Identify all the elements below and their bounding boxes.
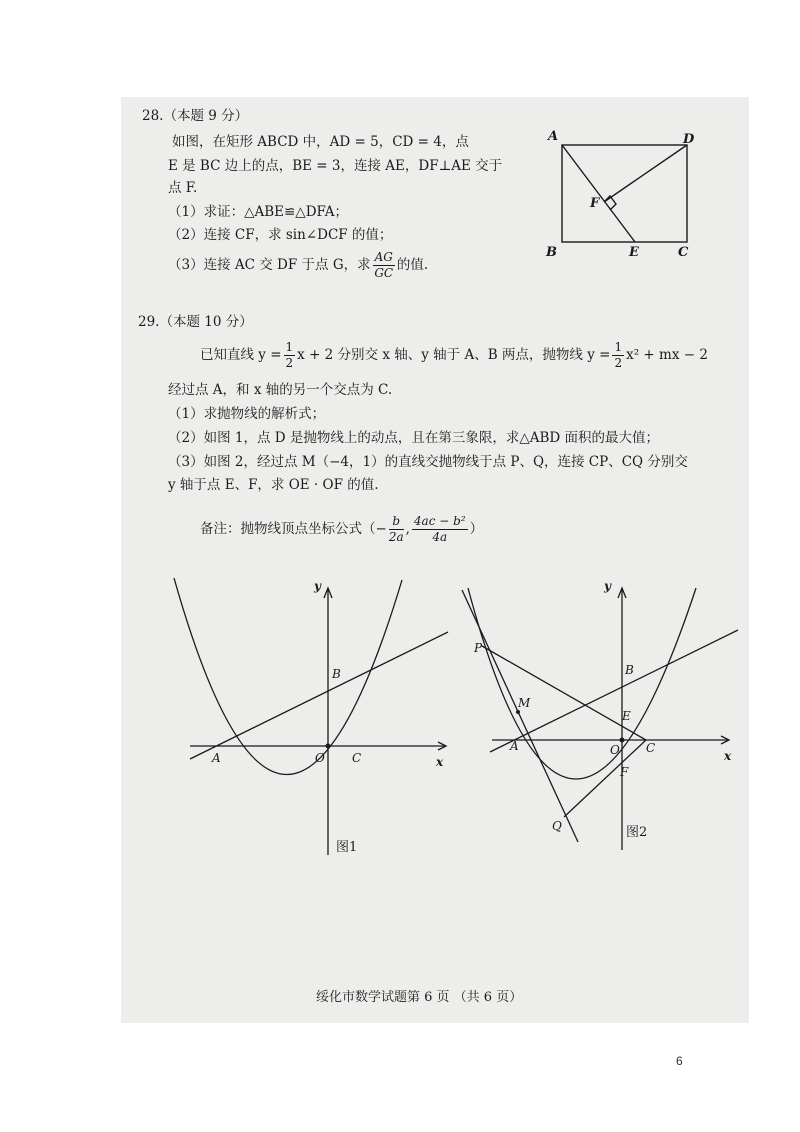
figure-2-caption: 图2 [626, 825, 648, 840]
fig1-label-y: y [314, 579, 321, 593]
segment-df [604, 145, 687, 202]
q28-fraction-ag-gc: $\frac{AG}{GC}$ [374, 250, 394, 280]
point-m [516, 710, 520, 714]
origin-point [326, 744, 331, 749]
fig2-label-c: C [646, 741, 656, 755]
fig2-label-e: E [622, 709, 631, 723]
label-d: D [683, 132, 695, 147]
label-a: A [548, 129, 559, 144]
label-e: E [629, 245, 639, 260]
parabola [174, 578, 402, 775]
exam-footer: 绥化市数学试题第 6 页 （共 6 页） [316, 990, 523, 1005]
fig2-label-f: F [620, 765, 629, 779]
q28-number: 28. [142, 108, 164, 124]
fig1-label-b: B [332, 667, 341, 681]
fig2-label-y: y [604, 579, 611, 593]
line-ab [190, 632, 448, 759]
q28-part1: （1）求证：△ABE≌△DFA； [168, 204, 348, 220]
q29-stem-line2: 经过点 A，和 x 轴的另一个交点为 C. [168, 382, 393, 398]
label-b: B [546, 245, 557, 260]
q29-part3-line1: （3）如图 2，经过点 M（−4，1）的直线交抛物线于点 P、Q，连接 CP、CQ 分别交 [168, 454, 688, 470]
label-c: C [678, 245, 689, 260]
q29-part1: （1）求抛物线的解析式； [168, 406, 326, 422]
origin-point [620, 738, 625, 743]
q29-part3-line2: y 轴于点 E、F，求 OE · OF 的值. [168, 477, 379, 493]
segment-ae [562, 145, 635, 242]
fig2-label-m: M [518, 696, 531, 710]
q28-part3: （3）连接 AC 交 DF 于点 G，求 $\frac{AG}{GC}$ 的值. [168, 250, 429, 280]
fig2-label-b: B [625, 663, 634, 677]
fig2-label-x: x [724, 749, 732, 763]
page-number: 6 [676, 1054, 683, 1068]
fig1-label-x: x [436, 755, 444, 769]
q29-note: 备注：抛物线顶点坐标公式（− $\frac{b}{2a}$ , $\frac{\text{4ac − b²}}{4a}$ ） [200, 514, 484, 544]
fig2-label-p: P [474, 641, 483, 655]
q28-header [142, 110, 248, 124]
q29-header [138, 316, 253, 330]
q28-score: （本题 9 分） [163, 108, 249, 124]
line-ab [490, 630, 738, 752]
fig1-label-a: A [212, 751, 221, 765]
q28-stem-line1: 如图，在矩形 ABCD 中，AD = 5，CD = 4，点 [172, 134, 469, 150]
q28-rectangle-figure [540, 122, 705, 267]
fig2-label-o: O [610, 743, 620, 757]
figure-1-graph [170, 570, 460, 870]
fig1-label-c: C [352, 751, 362, 765]
fig1-label-o: O [315, 751, 325, 765]
q28-part2: （2）连接 CF，求 sin∠DCF 的值； [168, 227, 393, 243]
q28-stem-line3: 点 F. [168, 180, 198, 196]
label-f: F [590, 196, 600, 211]
line-pq [462, 590, 578, 842]
figure-1-caption: 图1 [336, 840, 358, 855]
q29-stem-line1: 已知直线 y = $\frac{1}{2}$ x + 2 分别交 x 轴、y 轴于 A、B 两点，抛物线 y = $\frac{1}{2}$ x² + mx − 2 [200, 340, 708, 370]
q29-number: 29. [138, 314, 160, 330]
q29-part2: （2）如图 1，点 D 是抛物线上的动点，且在第三象限，求△ABD 面积的最大值； [168, 430, 660, 446]
figure-2-graph [460, 570, 745, 860]
fig2-label-a: A [510, 739, 519, 753]
fig2-label-q: Q [552, 819, 562, 833]
parabola [468, 588, 696, 779]
q29-score: （本题 10 分） [159, 314, 253, 330]
q28-stem-line2: E 是 BC 边上的点，BE = 3，连接 AE，DF⊥AE 交于 [168, 158, 503, 174]
